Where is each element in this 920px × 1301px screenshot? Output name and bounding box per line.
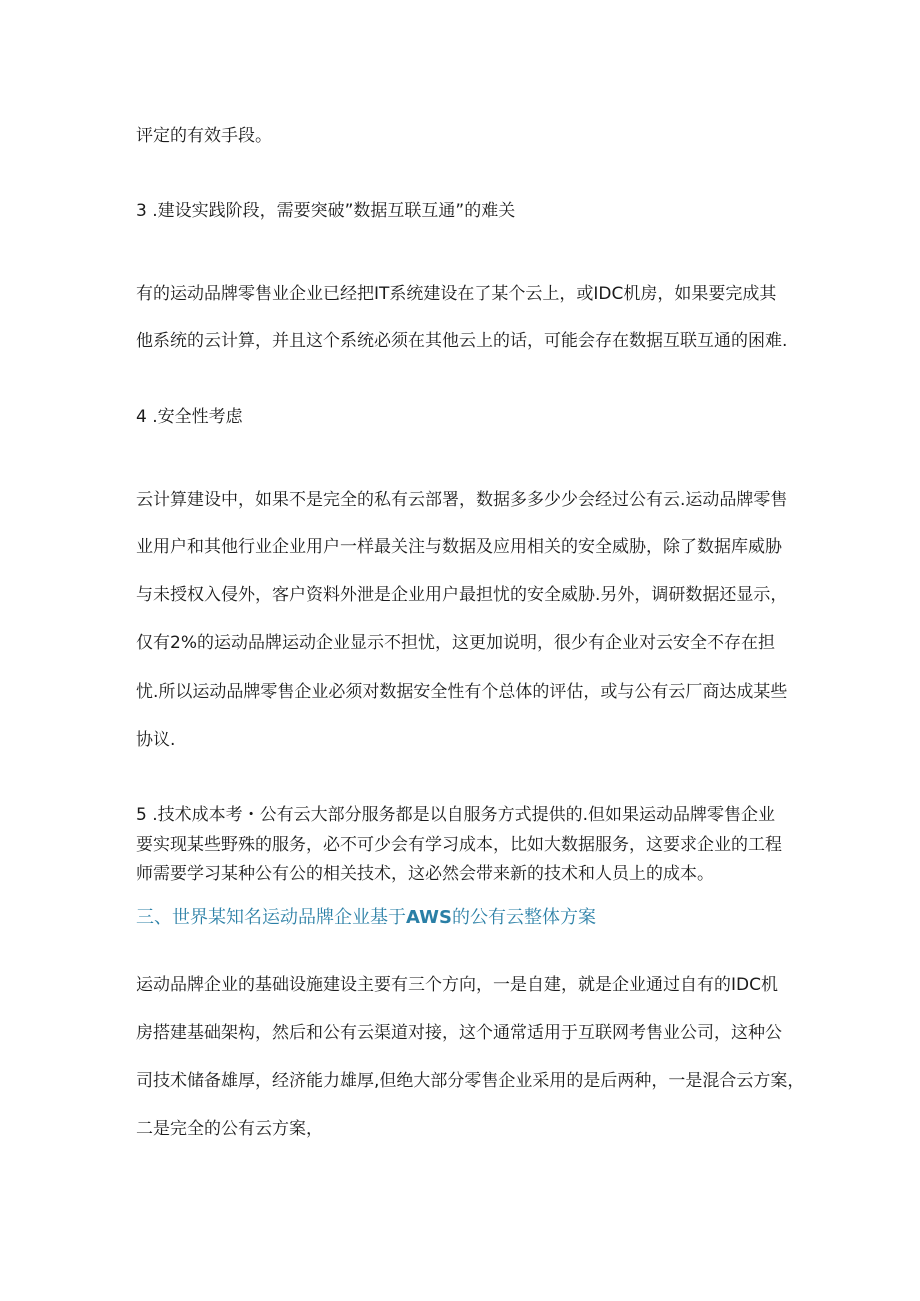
paragraph-line: 师需要学习某种公有公的相关技术，这必然会带来新的技术和人员上的成本。 [136, 864, 714, 884]
paragraph-line: 忧.所以运动品牌零售企业必须对数据安全性有个总体的评估，或与公有云厂商达成某些 [136, 682, 788, 702]
section-heading-emphasis: AWS [406, 907, 452, 928]
paragraph-line: 评定的有效手段。 [136, 126, 272, 146]
section-subheading-4: 4 .安全性考虑 [136, 407, 243, 427]
paragraph-line: 云计算建设中，如果不是完全的私有云部署，数据多多少少会经过公有云.运动品牌零售 [136, 490, 788, 510]
section-subheading-5: 5 .技术成本考・公有云大部分服务都是以自服务方式提供的.但如果运动品牌零售企业 [136, 805, 776, 825]
section-subheading-3: 3 .建设实践阶段，需要突破”数据互联互通”的难关 [136, 201, 516, 221]
paragraph-line: 房搭建基础架构，然后和公有云渠道对接，这个通常适用于互联网考售业公司，这种公 [136, 1023, 782, 1043]
paragraph-line: 协议. [136, 730, 176, 750]
paragraph-line: 要实现某些野殊的服务，必不可少会有学习成本，比如大数据服务，这要求企业的工程 [136, 835, 782, 855]
paragraph-line: 运动品牌企业的基础设施建设主要有三个方向，一是自建，就是企业通过自有的IDC机 [136, 975, 778, 995]
paragraph-line: 他系统的云计算，并且这个系统必须在其他云上的话，可能会存在数据互联互通的困难. [136, 331, 788, 351]
paragraph-line: 与未授权入侵外，客户资料外泄是企业用户最担忧的安全威胁.另外，调研数据还显示， [136, 585, 788, 605]
paragraph-line: 二是完全的公有云方案， [136, 1119, 323, 1139]
section-heading-3 [136, 906, 596, 930]
section-heading-prefix: 三、世界某知名运动品牌企业基于 [136, 907, 406, 928]
section-heading-suffix: 的公有云整体方案 [451, 907, 596, 928]
paragraph-line: 有的运动品牌零售业企业已经把IT系统建设在了某个云上，或IDC机房，如果要完成其 [136, 284, 777, 304]
paragraph-line: 仅有2%的运动品牌运动企业显示不担忧，这更加说明，很少有企业对云安全不存在担 [136, 633, 775, 653]
paragraph-line: 司技术储备雄厚，经济能力雄厚,但绝大部分零售企业采用的是后两种，一是混合云方案， [136, 1071, 805, 1091]
paragraph-line: 业用户和其他行业企业用户一样最关注与数据及应用相关的安全威胁，除了数据库威胁 [136, 537, 782, 557]
